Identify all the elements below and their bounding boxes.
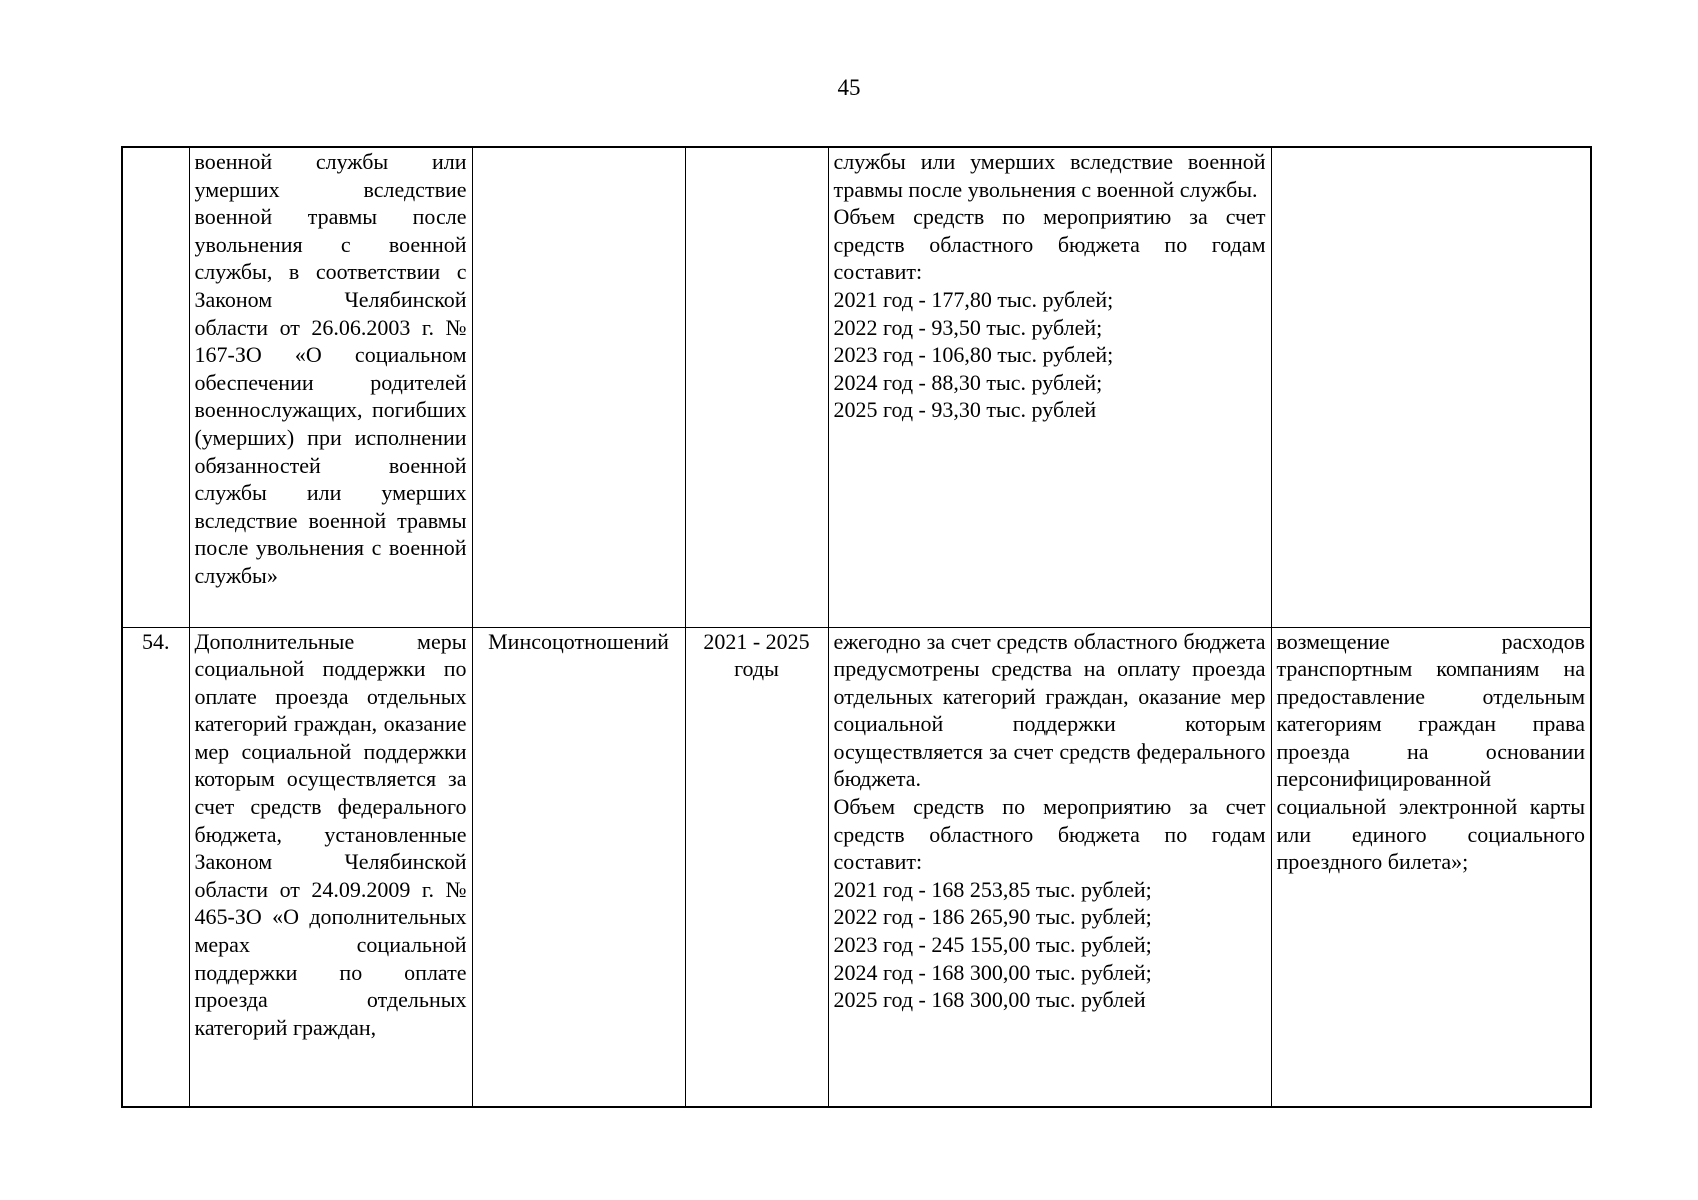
table-row [122, 627, 1591, 1107]
measure-name-cell: Дополнительные меры социальной поддержки по оплате проезда отдельных категорий граждан, оказание мер социальной поддержки которым осуществляется за счет средств федерального бюджета, установленные Законом Челябинской области от 24.09.2009 г. № 465-ЗО «О дополнительных мерах социальной поддержки по оплате проезда отдельных категорий граждан, [189, 627, 472, 1107]
year-amount: 2023 год - 245 155,00 тыс. рублей; [833, 932, 1152, 958]
indicator-cell: возмещение расходов транспортным компаниям на предоставление отдельным категориям граждан права проезда на основании персонифицированной социальной электронной карты или единого социального проездного билета»; [1271, 627, 1591, 1107]
volume-intro: Объем средств по мероприятию за счет средств областного бюджета по годам составит: [833, 204, 1266, 285]
period-cell: 2021 - 2025 годы [685, 627, 828, 1107]
result-text: ежегодно за счет средств областного бюджета предусмотрены средства на оплату проезда отдельных категорий граждан, оказание мер социальной поддержки которым осуществляется за счет средств федерального бюджета. [833, 628, 1266, 792]
table-row [122, 147, 1591, 627]
measures-table [121, 146, 1592, 1108]
year-amount: 2021 год - 177,80 тыс. рублей; [833, 286, 1114, 312]
executor-cell: Минсоцотношений [472, 627, 685, 1107]
year-amount: 2021 год - 168 253,85 тыс. рублей; [833, 876, 1152, 902]
page-number: 45 [837, 75, 861, 100]
row-number-cell [122, 147, 189, 627]
result-cell [828, 627, 1271, 1107]
result-cell [828, 147, 1271, 627]
result-text: службы или умерших вследствие военной травмы после увольнения с военной службы. [833, 149, 1266, 202]
row-number-cell: 54. [122, 627, 189, 1107]
year-amount: 2022 год - 93,50 тыс. рублей; [833, 314, 1103, 340]
year-amount: 2024 год - 88,30 тыс. рублей; [833, 369, 1103, 395]
year-amount: 2025 год - 93,30 тыс. рублей [833, 397, 1097, 423]
indicator-cell [1271, 147, 1591, 627]
year-amount: 2023 год - 106,80 тыс. рублей; [833, 342, 1114, 368]
measure-name-cell: военной службы или умерших вследствие военной травмы после увольнения с военной службы, в соответствии с Законом Челябинской области от 26.06.2003 г. № 167-ЗО «О социальном обеспечении родителей военнослужащих, погибших (умерших) при исполнении обязанностей военной службы или умерших вследствие военной травмы после увольнения с военной службы» [189, 147, 472, 627]
year-amount: 2022 год - 186 265,90 тыс. рублей; [833, 904, 1152, 930]
year-amount: 2024 год - 168 300,00 тыс. рублей; [833, 959, 1152, 985]
year-amount: 2025 год - 168 300,00 тыс. рублей [833, 987, 1146, 1013]
volume-intro: Объем средств по мероприятию за счет средств областного бюджета по годам составит: [833, 794, 1266, 875]
executor-cell [472, 147, 685, 627]
period-cell [685, 147, 828, 627]
